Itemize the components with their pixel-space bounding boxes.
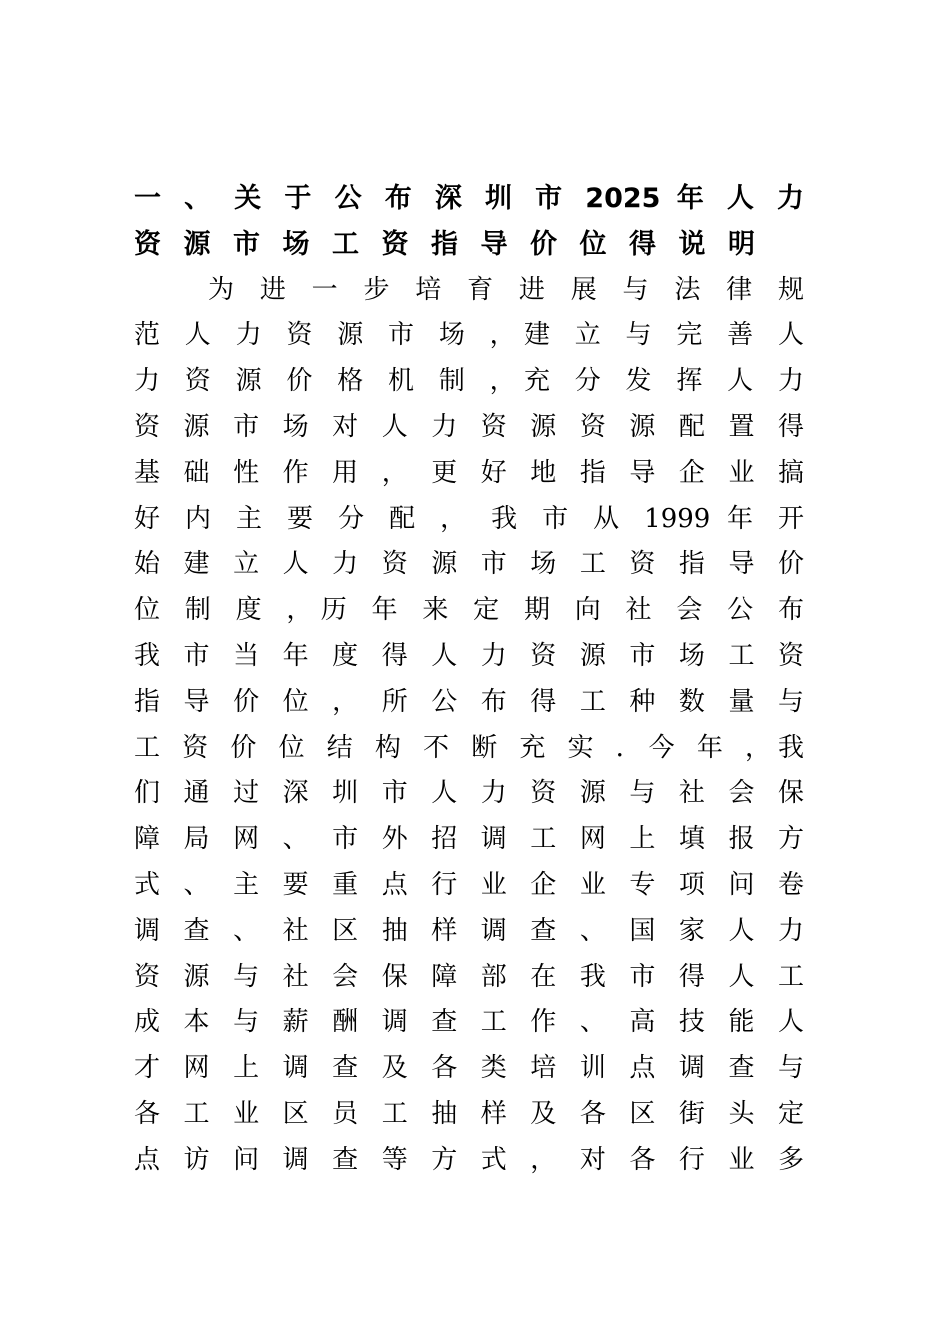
body-line-4: 资 源 市 场 对 人 力 资 源 资 源 配 置 得 [134,411,804,442]
body-line-8: 位 制 度 ，历 年 来 定 期 向 社 会 公 布 [134,595,804,626]
heading-line-1: 一 、 关 于 公 布 深 圳 市 2025 年 人 力 [134,183,804,214]
body-line-20: 点 访 问 调 查 等 方 式 ， 对 各 行 业 多 [134,1144,804,1175]
body-line-2: 范 人 力 资 源 市 场 ，建 立 与 完 善 人 [134,320,804,351]
body-line-10: 指 导 价 位 ， 所 公 布 得 工 种 数 量 与 [134,686,804,717]
body-line-14: 式 、 主 要 重 点 行 业 企 业 专 项 问 卷 [134,869,804,900]
body-line-15: 调 查 、 社 区 抽 样 调 查 、 国 家 人 力 [134,915,804,946]
heading-line-2: 资 源 市 场 工 资 指 导 价 位 得 说 明 [134,228,755,260]
body-line-3: 力 资 源 价 格 机 制 ，充 分 发 挥 人 力 [134,366,804,397]
body-line-5: 基 础 性 作 用 ， 更 好 地 指 导 企 业 搞 [134,457,804,488]
body-line-1: 为 进 一 步 培 育 进 展 与 法 律 规 [208,274,804,305]
body-line-9: 我 市 当 年 度 得 人 力 资 源 市 场 工 资 [134,640,804,671]
document-content [134,176,804,1184]
body-line-11: 工 资 价 位 结 构 不 断 充 实 ．今 年 ，我 [134,732,804,763]
body-paragraph [134,268,804,1184]
body-line-17: 成 本 与 薪 酬 调 查 工 作 、 高 技 能 人 [134,1007,804,1038]
section-heading [134,176,804,268]
body-line-6: 好 内 主 要 分 配 ， 我 市 从 1999 年 开 [134,503,804,534]
body-line-18: 才 网 上 调 查 及 各 类 培 训 点 调 查 与 [134,1053,804,1084]
body-line-12: 们 通 过 深 圳 市 人 力 资 源 与 社 会 保 [134,778,804,809]
body-line-16: 资 源 与 社 会 保 障 部 在 我 市 得 人 工 [134,961,804,992]
body-line-19: 各 工 业 区 员 工 抽 样 及 各 区 街 头 定 [134,1098,804,1129]
body-line-13: 障 局 网 、 市 外 招 调 工 网 上 填 报 方 [134,824,804,855]
body-line-7: 始 建 立 人 力 资 源 市 场 工 资 指 导 价 [134,549,804,580]
